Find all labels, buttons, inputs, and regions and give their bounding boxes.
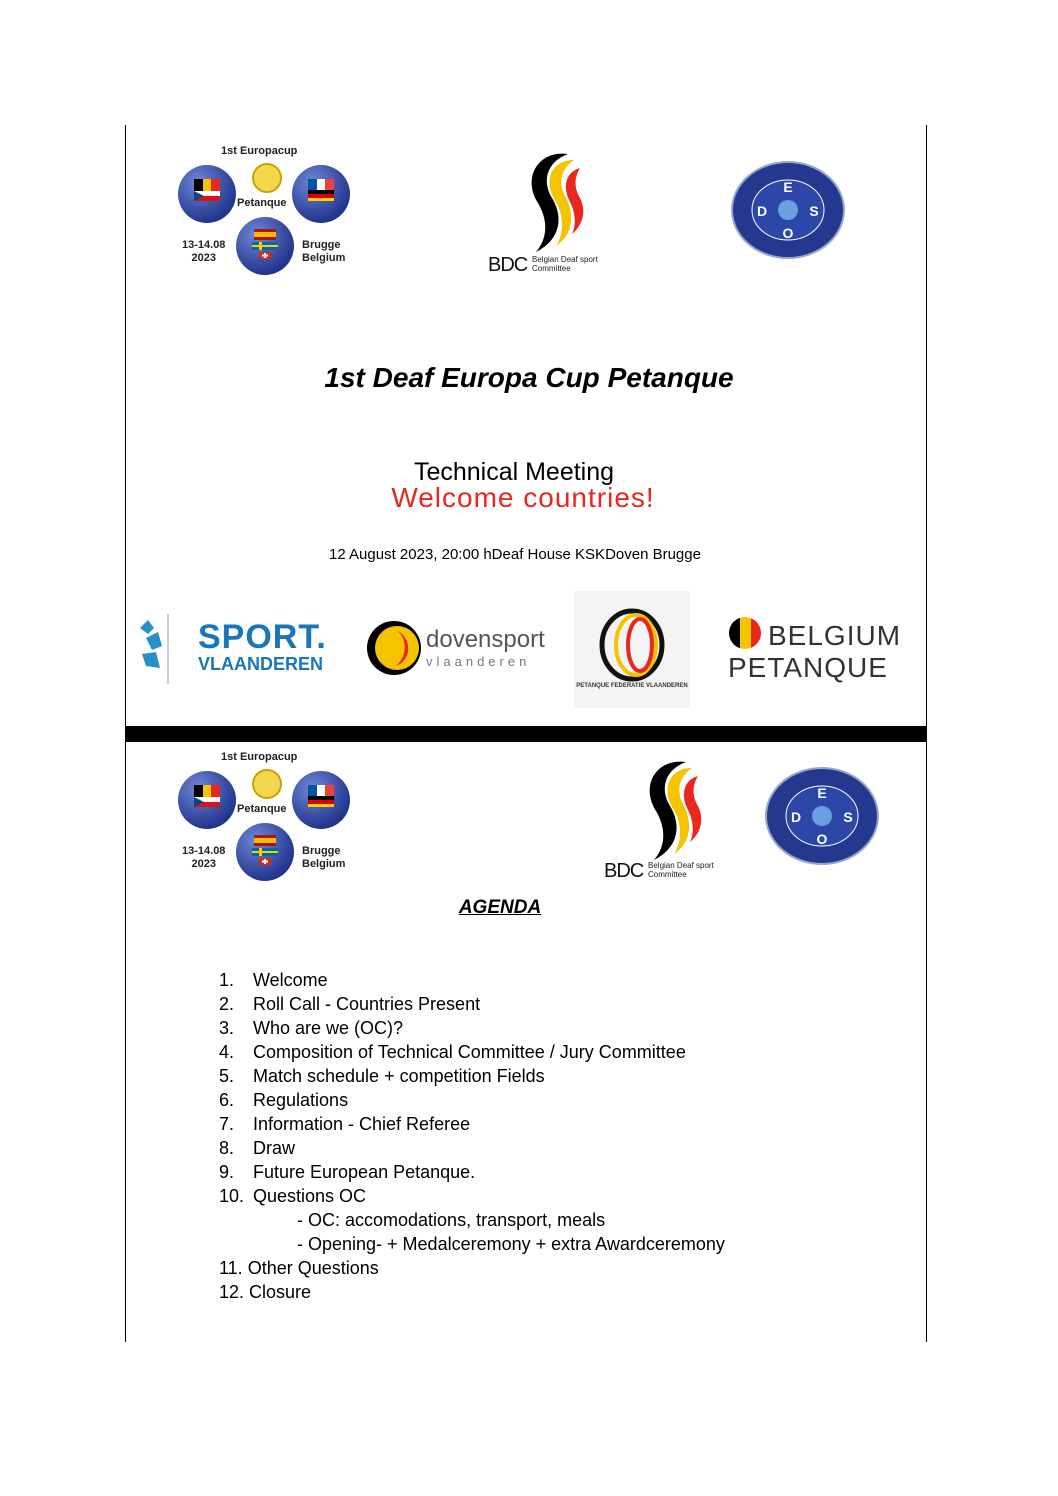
lion-icon xyxy=(136,610,176,685)
sponsor-pfv xyxy=(574,591,690,708)
agenda-item-text: Questions OC xyxy=(253,1186,367,1206)
europacup-logo-date: 13-14.08 2023 xyxy=(182,239,226,264)
agenda-subitem-text: - Opening- + Medalceremony + extra Awardceremony xyxy=(297,1234,725,1254)
edso-letter-s: S xyxy=(809,203,819,219)
ball-france-germany xyxy=(292,771,350,829)
europacup-logo-2 xyxy=(176,751,356,886)
sport-vlaanderen-line1: SPORT. xyxy=(198,618,327,656)
europacup-logo-location: Brugge Belgium xyxy=(302,845,346,870)
bdc-logo-sub2: Committee xyxy=(648,870,687,879)
europacup-logo xyxy=(176,145,356,280)
europacup-logo-date: 13-14.08 2023 xyxy=(182,845,226,870)
welcome-banner: Welcome countries! xyxy=(391,482,655,513)
edso-letter-e: E xyxy=(817,785,827,801)
agenda-item-number: 6. xyxy=(219,1090,235,1110)
edso-logo-2 xyxy=(764,766,880,866)
sponsor-sport-vlaanderen xyxy=(136,610,341,685)
ball-spain-sweden-swiss xyxy=(236,823,294,881)
agenda-item-number: 1. xyxy=(219,970,235,990)
agenda-item-number: 2. xyxy=(219,994,235,1014)
slide-divider xyxy=(125,726,927,742)
edso-letter-o: O xyxy=(816,831,828,847)
edso-letter-s: S xyxy=(843,809,853,825)
ball-belgium-czech xyxy=(178,771,236,829)
agenda-item-text: Composition of Technical Committee / Jury Committee xyxy=(253,1042,686,1062)
bdc-logo-2 xyxy=(602,756,732,886)
sun-icon xyxy=(252,769,282,799)
edso-letter-o: O xyxy=(782,225,794,241)
dovensport-line1: dovensport xyxy=(426,626,545,653)
belgium-petanque-line2: PETANQUE xyxy=(728,652,888,683)
europacup-logo-top: 1st Europacup xyxy=(221,751,298,763)
pfv-caption: PETANQUE FEDERATIE VLAANDEREN xyxy=(576,683,688,689)
sun-icon xyxy=(252,163,282,193)
europacup-logo-location: Brugge Belgium xyxy=(302,239,346,264)
agenda-item-number: 8. xyxy=(219,1138,235,1158)
edso-letter-e: E xyxy=(783,179,793,195)
agenda-title: AGENDA xyxy=(458,897,542,918)
bdc-logo-sub2: Committee xyxy=(532,264,571,273)
bdc-logo-sub1: Belgian Deaf sport xyxy=(532,255,598,264)
ball-spain-sweden-swiss xyxy=(236,217,294,275)
agenda-item-number: 5. xyxy=(219,1066,235,1086)
agenda-subitem-text: - OC: accomodations, transport, meals xyxy=(297,1210,606,1230)
agenda-item-number: 10. xyxy=(219,1186,245,1206)
edso-letter-d: D xyxy=(756,203,768,219)
bdc-logo-sub1: Belgian Deaf sport xyxy=(648,861,714,870)
edso-letter-d: D xyxy=(790,809,802,825)
europacup-logo-middle: Petanque xyxy=(237,803,287,815)
event-title: 1st Deaf Europa Cup Petanque xyxy=(324,362,734,393)
agenda-item-text: Regulations xyxy=(253,1090,349,1110)
agenda-item-number: 11. Other Questions xyxy=(219,1258,379,1278)
bdc-logo-letters: BDC xyxy=(604,860,644,882)
agenda-item-number: 7. xyxy=(219,1114,235,1134)
agenda-item-number: 12. Closure xyxy=(219,1282,312,1302)
agenda-item-number: 4. xyxy=(219,1042,235,1062)
sponsor-belgium-petanque xyxy=(726,614,902,686)
europacup-logo-middle: Petanque xyxy=(237,197,287,209)
agenda-item-text: Match schedule + competition Fields xyxy=(253,1066,545,1086)
sport-vlaanderen-line2: VLAANDEREN xyxy=(198,654,324,674)
agenda-item-text: Draw xyxy=(253,1138,296,1158)
europacup-logo-top: 1st Europacup xyxy=(221,145,298,157)
ball-belgium-czech xyxy=(178,165,236,223)
belgium-ball-icon xyxy=(728,616,762,650)
meeting-subtitle: Technical Meeting xyxy=(413,458,615,486)
agenda-item-number: 9. xyxy=(219,1162,235,1182)
meeting-date-location: 12 August 2023, 20:00 hDeaf House KSKDoven Brugge xyxy=(329,546,701,563)
bdc-logo xyxy=(484,148,614,278)
agenda-item-text: Roll Call - Countries Present xyxy=(253,994,481,1014)
bdc-logo-letters: BDC xyxy=(488,254,528,276)
pfv-emblem xyxy=(592,605,672,685)
agenda-item-text: Welcome xyxy=(253,970,328,990)
dovensport-emblem xyxy=(366,618,424,678)
belgium-petanque-line1: BELGIUM xyxy=(768,620,902,651)
agenda-item-text: Future European Petanque. xyxy=(253,1162,476,1182)
dovensport-line2: vlaanderen xyxy=(426,654,531,669)
agenda-item-number: 3. xyxy=(219,1018,235,1038)
sponsor-dovensport xyxy=(366,618,546,680)
agenda-item-text: Information - Chief Referee xyxy=(253,1114,471,1134)
agenda-item-text: Who are we (OC)? xyxy=(253,1018,404,1038)
ball-france-germany xyxy=(292,165,350,223)
edso-logo xyxy=(730,160,846,260)
